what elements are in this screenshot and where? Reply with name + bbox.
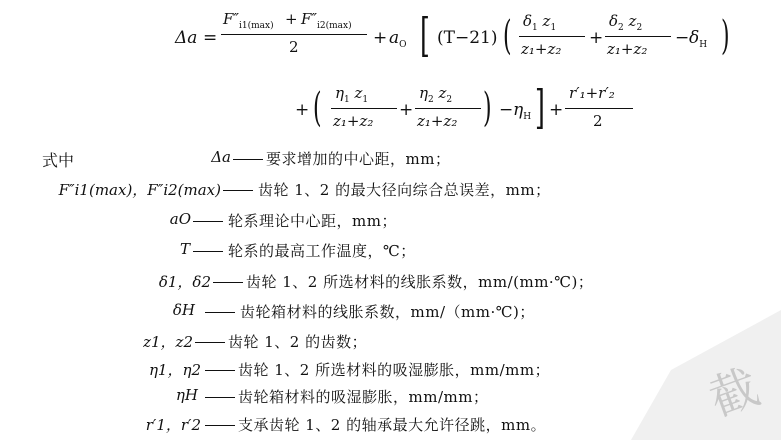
f-i2-subscript: i2(max) [317, 21, 352, 31]
em-dash [205, 397, 235, 398]
a-o-subscript: O [399, 40, 407, 50]
variable-description: 轮系理论中心距，mm； [228, 212, 397, 230]
minus-sign: − [499, 100, 514, 120]
variable-row [0, 148, 781, 172]
plus-sign: + [285, 10, 298, 28]
a-symbol: a [389, 28, 400, 48]
eta1-subscript: 1 [344, 95, 350, 105]
watermark-icon [631, 310, 781, 440]
eta2-z2 [419, 84, 453, 105]
z-symbol: z [354, 84, 363, 102]
variable-description: 齿轮 1、2 所选材料的线胀系数，mm/(mm·℃)； [246, 273, 594, 291]
variable-symbol: ηH [175, 386, 198, 404]
variable-description: 支承齿轮 1、2 的轴承最大允许径跳，mm。 [238, 416, 547, 434]
fraction-bar [519, 36, 585, 37]
plus-sign: + [589, 28, 604, 48]
z2-subscript: 2 [636, 23, 643, 33]
em-dash [193, 251, 223, 252]
left-bracket: [ [420, 8, 430, 62]
z-symbol: z [628, 12, 637, 30]
z1-subscript: 1 [362, 95, 369, 105]
f-symbol: F″ [223, 10, 240, 28]
z-sum-denominator: z₁+z₂ [417, 112, 458, 130]
delta1-z1 [523, 12, 557, 33]
em-dash [193, 221, 223, 222]
right-paren: ) [483, 85, 492, 131]
variable-row [0, 210, 781, 234]
variable-symbol: δ1，δ2 [158, 273, 211, 291]
delta-h-symbol [689, 28, 707, 48]
em-dash [205, 370, 235, 371]
watermark-glyph: 截 [702, 358, 767, 428]
z1-subscript: 1 [550, 23, 557, 33]
variable-description: 齿轮 1、2 所选材料的吸湿膨胀，mm/mm； [238, 361, 551, 379]
temperature-term: (T−21) [437, 28, 498, 48]
fraction-bar [221, 34, 367, 35]
variable-symbol: aO [169, 210, 191, 228]
variable-description: 齿轮 1、2 的最大径向综合总误差，mm； [258, 181, 551, 199]
equals-sign: = [203, 28, 218, 48]
z-sum-denominator: z₁+z₂ [333, 112, 374, 130]
variable-symbol: δH [172, 301, 195, 319]
z-symbol: z [542, 12, 551, 30]
eta-symbol: η [335, 84, 344, 102]
variable-description: 要求增加的中心距，mm； [266, 150, 451, 168]
eta-symbol: η [513, 100, 524, 120]
f-i1-max [223, 10, 274, 31]
watermark-logo [631, 310, 781, 440]
fraction-bar [605, 36, 671, 37]
z-sum-denominator: z₁+z₂ [521, 40, 562, 58]
variable-symbol: η1，η2 [148, 361, 201, 379]
delta-symbol: δ [609, 12, 619, 30]
plus-sign: + [549, 100, 564, 120]
em-dash [195, 342, 225, 343]
em-dash [205, 312, 235, 313]
f-symbol: F″ [301, 10, 318, 28]
eta-h-subscript: H [523, 112, 532, 122]
variable-symbol: r′1，r′2 [145, 416, 201, 434]
f-i2-max [301, 10, 352, 31]
z-symbol: z [438, 84, 447, 102]
variable-row [0, 240, 781, 264]
plus-sign: + [373, 28, 388, 48]
formula-line-1 [175, 8, 775, 68]
eta-symbol: η [419, 84, 428, 102]
delta1-subscript: 1 [532, 23, 538, 33]
delta-a-lhs: Δa [175, 28, 198, 48]
a-o-symbol [389, 28, 407, 48]
plus-sign: + [399, 100, 414, 120]
fraction-bar [415, 108, 481, 109]
variable-symbol: Δa [211, 148, 231, 166]
variable-description: 轮系的最高工作温度，℃； [228, 242, 416, 260]
fraction-bar [565, 108, 633, 109]
left-paren: ( [503, 13, 512, 59]
delta2-z2 [609, 12, 643, 33]
delta2-subscript: 2 [618, 23, 624, 33]
right-bracket: ] [535, 80, 545, 134]
variable-symbol: T [179, 240, 190, 258]
fraction-bar [331, 108, 397, 109]
eta1-z1 [335, 84, 369, 105]
z-sum-denominator: z₁+z₂ [607, 40, 648, 58]
variable-description: 齿轮 1、2 的齿数； [228, 333, 368, 351]
variable-symbol: F″i1(max)，F″i2(max) [58, 181, 221, 199]
delta-symbol: δ [689, 28, 700, 48]
r-sum-numerator: r′₁+r′₂ [569, 84, 615, 102]
z2-subscript: 2 [446, 95, 453, 105]
variable-symbol: z1，z2 [143, 333, 193, 351]
r-fraction-denominator: 2 [593, 112, 603, 130]
eta2-subscript: 2 [428, 95, 434, 105]
left-paren: ( [313, 85, 322, 131]
delta-symbol: δ [523, 12, 533, 30]
fraction-denominator: 2 [289, 38, 299, 56]
formula-line-2 [295, 82, 675, 142]
minus-sign: − [675, 28, 690, 48]
f-i1-subscript: i1(max) [239, 21, 274, 31]
em-dash [205, 425, 235, 426]
em-dash [213, 282, 243, 283]
variable-row [0, 179, 781, 203]
right-paren: ) [721, 13, 730, 59]
variable-description: 齿轮箱材料的线胀系数，mm/（mm·℃)； [240, 303, 535, 321]
eta-h-symbol [513, 100, 531, 120]
variable-description: 齿轮箱材料的吸湿膨胀，mm/mm； [238, 388, 489, 406]
plus-sign: + [295, 100, 310, 120]
em-dash [233, 159, 263, 160]
delta-h-subscript: H [699, 40, 708, 50]
where-label: 式中 [42, 151, 75, 170]
em-dash [223, 190, 253, 191]
variable-row [0, 271, 781, 295]
